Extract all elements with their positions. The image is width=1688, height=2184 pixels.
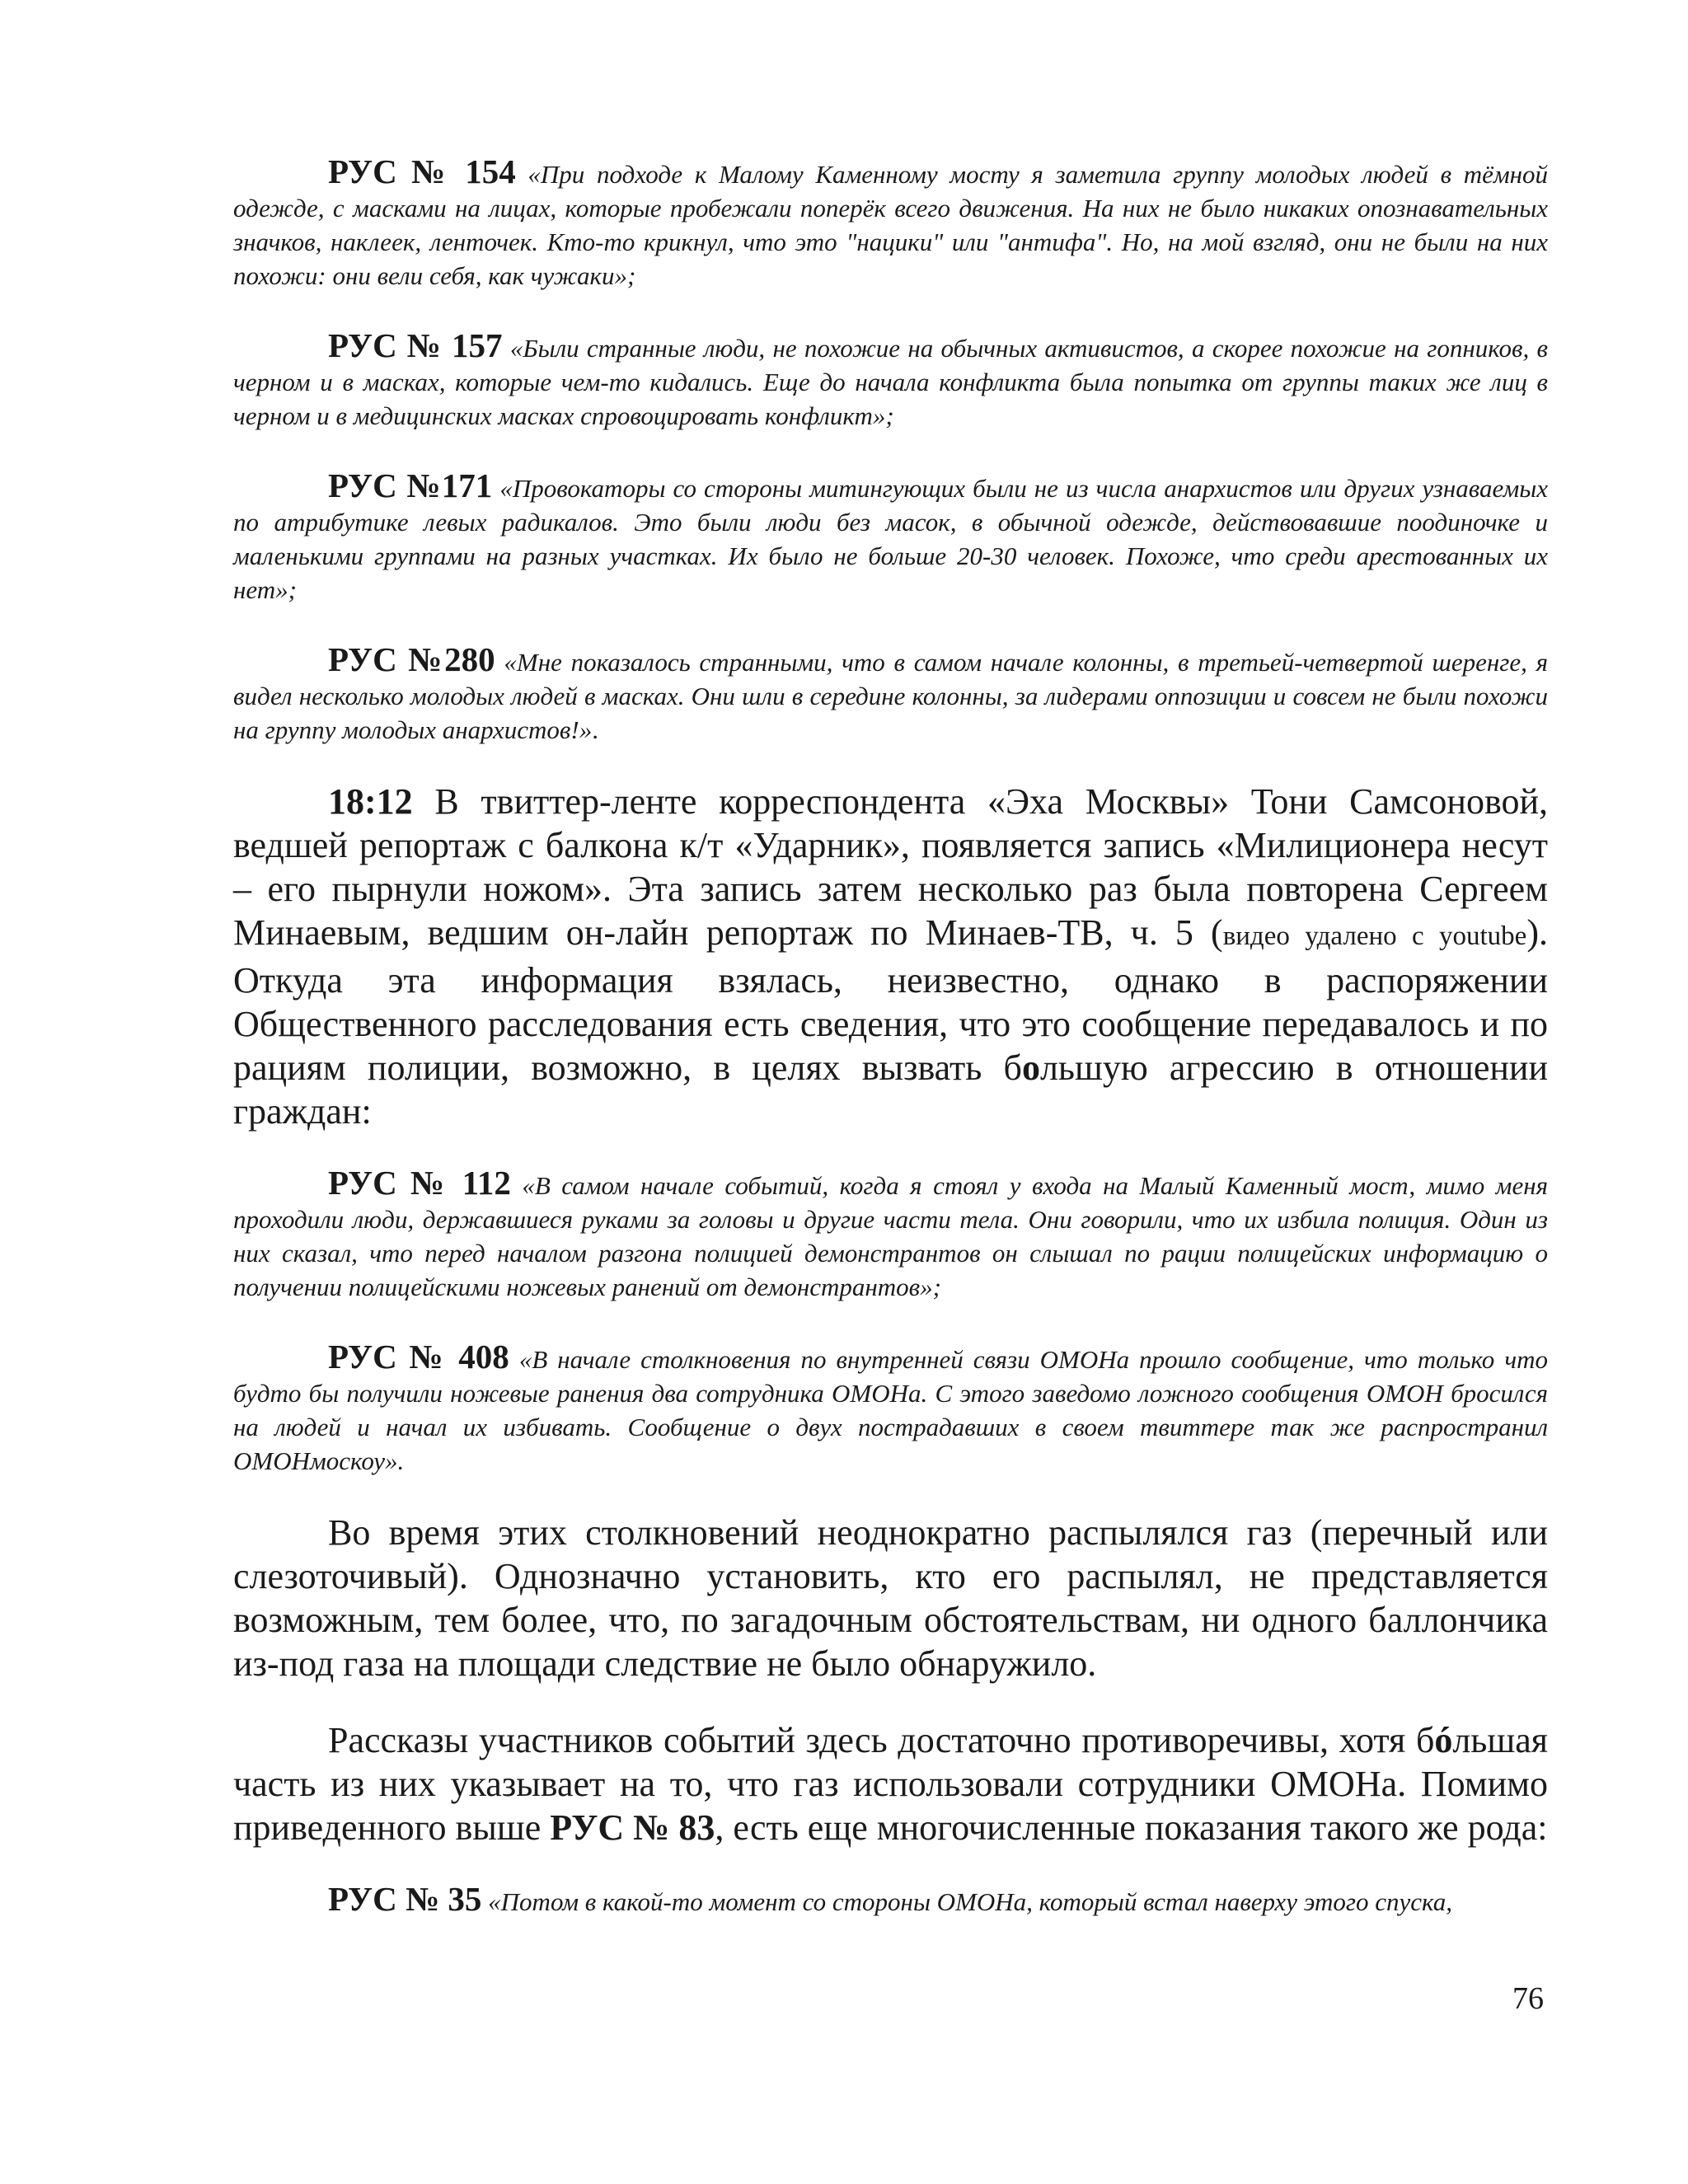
paragraph-text: Рассказы участников событий здесь достаточно противоречивы, хотя б [328, 1720, 1435, 1760]
paragraph-text: Во время этих столкновений неоднократно распылялся газ (перечный или слезоточивый). Однозначно установить, кто его распылял, не представляется возможным, тем более, что, по загадочным обстоятельствам, ни одного баллончика из-под газа на площади следствие не было обнаружило. [233, 1512, 1548, 1684]
paragraph-text: льшая часть из них указывает на то, что газ использовали сотрудники ОМОНа. Помимо приведенного выше [233, 1720, 1548, 1848]
testimony-tail: . [592, 715, 598, 744]
page-content [233, 152, 1549, 1919]
page-number: 76 [1512, 1981, 1544, 2016]
testimony-label: РУС № 154 [328, 152, 516, 190]
testimony-label: РУС № 112 [328, 1164, 511, 1202]
testimony-280 [233, 640, 1549, 747]
testimony-quote: «При подходе к Малому Каменному мосту я заметила группу молодых людей в тёмной одежде, с масками на лицах, которые пробежали поперёк всего движения. На них не было никаких опознавательных значков, наклеек, ленточек. Кто-то крикнул, что это "нацики" или "антифа". Но, на мой взгляд, они не были на них похожи: они вели себя, как чужаки»; [233, 160, 1549, 290]
testimony-157 [233, 326, 1549, 433]
testimony-label: РУС №171 [328, 466, 493, 504]
testimony-quote: «Потом в какой-то момент со стороны ОМОНа, который встал наверху этого спуска, [488, 1887, 1452, 1916]
narrative-paragraph-gas [233, 1511, 1548, 1685]
testimony-quote: «Мне показалось странными, что в самом начале колонны, в третьей-четвертой шеренге, я видел несколько молодых людей в масках. Они шли в середине колонны, за лидерами оппозиции и совсем не были похожи на группу молодых анархистов!» [233, 648, 1549, 744]
testimony-quote: «Провокаторы со стороны митингующих были не из числа анархистов или других узнаваемых по атрибутике левых радикалов. Это были люди без масок, в обычной одежде, действовавшие поодиночке и маленькими группами на разных участках. Их было не больше 20-30 человек. Похоже, что среди арестованных их нет»; [233, 474, 1549, 604]
video-removed-note: видео удалено с youtube [1222, 921, 1527, 951]
paragraph-text: ). Откуда эта информация взялась, неизвестно, однако в распоряжении Общественного расследования есть сведения, что это сообщение передавалось и по рациям полиции, возможно, в целях вызвать б [233, 912, 1548, 1088]
testimony-quote: «Были странные люди, не похожие на обычных активистов, а скорее похожие на гопников, в черном и в масках, которые чем-то кидались. Еще до начала конфликта была попытка от группы таких же лиц в черном и в медицинских масках спровоцировать конфликт»; [233, 334, 1549, 430]
testimony-408 [233, 1340, 1548, 1478]
paragraph-text: , есть еще многочисленные показания такого же рода: [715, 1807, 1548, 1848]
testimony-label: РУС № 35 [328, 1880, 482, 1918]
testimony-35 [233, 1882, 1548, 1919]
testimony-reference: РУС № 83 [550, 1807, 715, 1848]
narrative-paragraph-1812 [233, 780, 1548, 1133]
testimony-quote: «В самом начале событий, когда я стоял у входа на Малый Каменный мост, мимо меня проходили люди, державшиеся руками за головы и другие части тела. Они говорили, что их избила полиция. Один из них сказал, что перед началом разгона полицией демонстрантов он слышал по рации полицейских информацию о получении полицейскими ножевых ранений от демонстрантов»; [233, 1171, 1549, 1301]
stressed-vowel: о [1021, 1047, 1040, 1088]
testimony-label: РУС № 408 [328, 1338, 509, 1376]
paragraph-text: льшую агрессию в отношении граждан: [233, 1047, 1548, 1132]
timestamp: 18:12 [328, 781, 413, 822]
testimony-quote: «В начале столкновения по внутренней связи ОМОНа прошло сообщение, что только что будто бы получили ножевые ранения два сотрудника ОМОНа. С этого заведомо ложного сообщения ОМОН бросился на людей и начал их избивать. Сообщение о двух пострадавших в своем твиттере так же распространил ОМОНмоскоу». [233, 1345, 1549, 1475]
testimony-154 [233, 152, 1549, 293]
testimony-171 [233, 466, 1549, 607]
testimony-label: РУС № 157 [328, 326, 503, 364]
testimony-112 [233, 1166, 1548, 1304]
testimony-label: РУС №280 [328, 640, 495, 678]
stressed-vowel: ó [1434, 1720, 1453, 1760]
paragraph-text: В твиттер-ленте корреспондента «Эха Москвы» Тони Самсоновой, ведшей репортаж с балкона к/т «Ударник», появляется запись «Милиционера несут – его пырнули ножом». Эта запись затем несколько раз была повторена Сергеем Минаевым, ведшим он-лайн репортаж по Минаев-ТВ, ч. 5 ( [233, 781, 1548, 953]
narrative-paragraph-accounts [233, 1718, 1548, 1849]
